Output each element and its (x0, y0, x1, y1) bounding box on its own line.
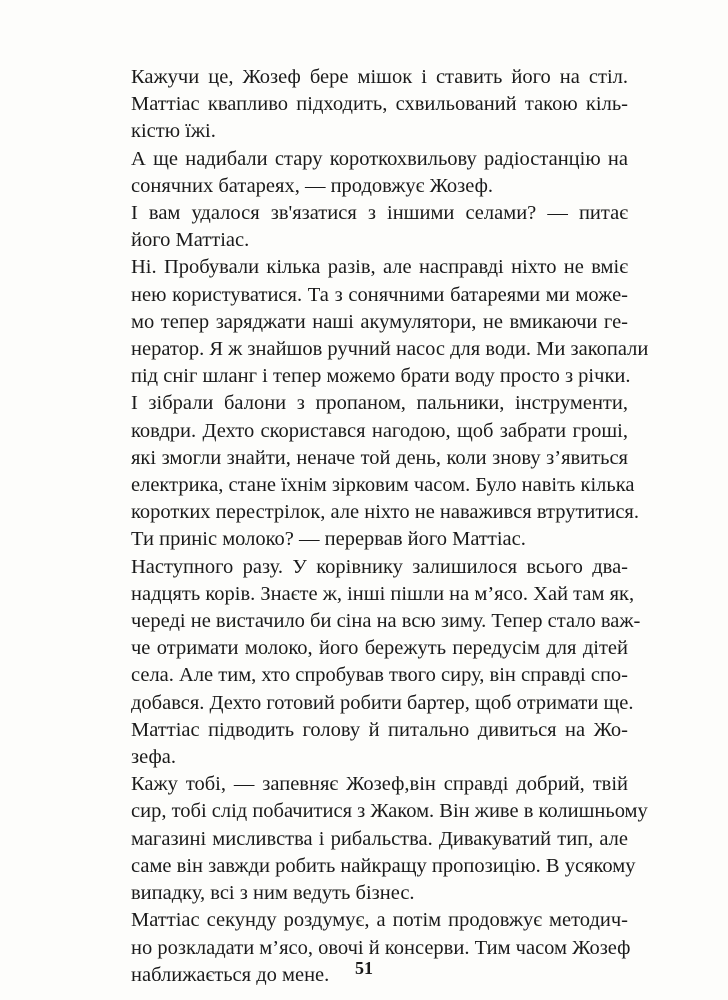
text-line: сонячних батареях, — продовжує Жозеф. (131, 174, 494, 197)
paragraph (105, 64, 628, 146)
text-line: Ти приніс молоко? — перервав його Маттіас. (131, 528, 526, 551)
text-line: Маттіас секунду роздумує, а потім продовжує методич- (131, 909, 628, 932)
text-line: но розкладати м’ясо, овочі й консерви. Тим часом Жозеф (131, 936, 631, 959)
text-line: А ще надибали стару короткохвильову радіостанцію на (131, 147, 628, 170)
paragraph (105, 146, 628, 200)
text-line: його Маттіас. (131, 229, 250, 252)
paragraph (105, 254, 649, 526)
text-line: череді не вистачило би сіна на всю зиму. Тепер стало важ- (131, 610, 641, 633)
text-line: які змогли знайти, неначе той день, коли знову з’явиться (131, 446, 628, 469)
paragraph (105, 771, 648, 907)
text-line: села. Але тим, хто спробував твого сиру, він справді спо- (131, 664, 628, 687)
text-line: нератор. Я ж знайшов ручний насос для води. Ми закопали (131, 338, 649, 361)
text-line: добався. Дехто готовий робити бартер, щоб отримати ще. (131, 691, 634, 714)
text-line: магазині мисливства і рибальства. Дивакуватий тип, але (131, 827, 628, 850)
paragraph (105, 554, 641, 717)
paragraph (105, 200, 628, 254)
text-line: ковдри. Дехто скористався нагодою, щоб забрати гроші, (131, 419, 628, 442)
text-line: І зібрали балони з пропаном, пальники, інструменти, (131, 392, 628, 415)
text-line: коротких перестрілок, але ніхто не наважився втрутитися. (131, 501, 639, 524)
text-line: сир, тобі слід побачитися з Жаком. Він живе в колишньому (131, 800, 648, 823)
text-line: Кажучи це, Жозеф бере мішок і ставить його на стіл. (131, 66, 628, 88)
paragraph (105, 717, 628, 771)
page-number: 51 (355, 958, 373, 978)
text-line: електрика, стане їхнім зірковим часом. Було навіть кілька (131, 474, 635, 497)
text-line: під сніг шланг і тепер можемо брати воду просто з річки. (131, 365, 631, 388)
text-line: кістю їжі. (131, 120, 216, 143)
text-line: І вам удалося зв'язатися з іншими селами? — питає (131, 202, 628, 225)
page-body (105, 64, 649, 989)
text-line: надцять корів. Знаєте ж, інші пішли на м’ясо. Хай там як, (131, 582, 635, 605)
text-line: Кажу тобі, — запевняє Жозеф,він справді добрий, твій (131, 773, 628, 796)
text-line: саме він завжди робить найкращу пропозицію. В усякому (131, 854, 636, 877)
text-line: мо тепер заряджати наші акумулятори, не вмикаючи ге- (131, 310, 628, 333)
text-line: випадку, всі з ним ведуть бізнес. (131, 882, 415, 905)
text-line: Ні. Пробували кілька разів, але насправді ніхто не вміє (131, 256, 628, 279)
paragraph (105, 526, 628, 553)
text-line: Маттіас підводить голову й питально дивиться на Жо- (131, 718, 628, 741)
text-line: зефа. (131, 746, 176, 769)
text-line: Наступного разу. У корівнику залишилося всього два- (131, 555, 628, 578)
text-line: Маттіас квапливо підходить, схвильований такою кіль- (131, 93, 628, 116)
text-line: нею користуватися. Та з сонячними батареями ми може- (131, 283, 628, 306)
text-line: че отримати молоко, його бережуть передусім для дітей (131, 637, 628, 660)
text-line: наближається до мене. (131, 963, 330, 986)
